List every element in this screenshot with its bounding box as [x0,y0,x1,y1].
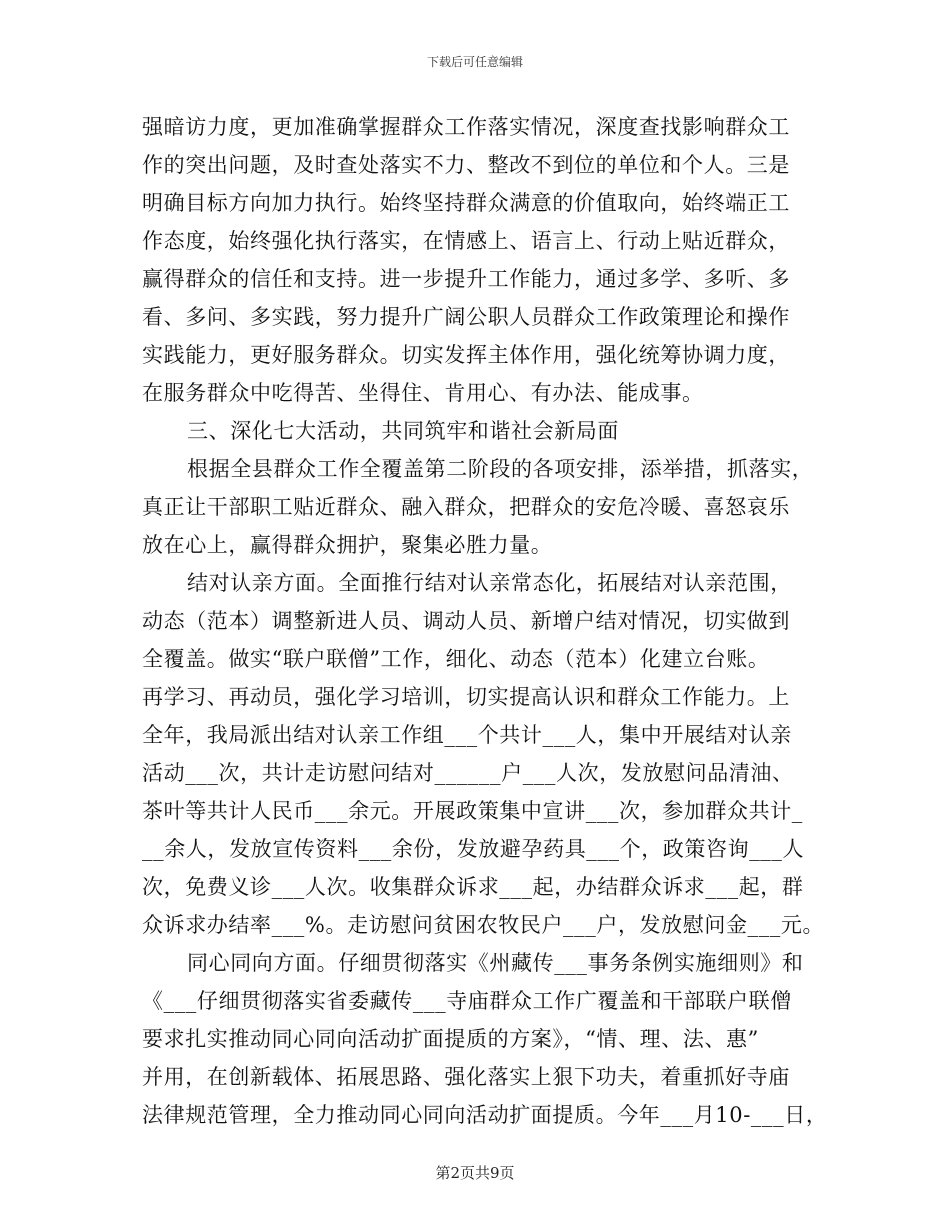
text-line: 在服务群众中吃得苦、坐得住、肯用心、有办法、能成事。 [142,381,704,405]
text-line: 看、多问、多实践，努力提升广阔公职人员群众工作政策理论和操作 [142,305,790,329]
text-line: 作态度，始终强化执行落实，在情感上、语言上、行动上贴近群众， [142,229,790,253]
text-line: 同心同向方面。仔细贯彻落实《州藏传___事务条例实施细则》和 [187,951,804,975]
text-line: 明确目标方向加力执行。始终坚持群众满意的价值取向，始终端正工 [142,191,790,215]
text-line: 活动___次，共计走访慰问结对______户___人次，发放慰问品清油、 [142,761,794,785]
text-line: 要求扎实推动同心同向活动扩面提质的方案》，“情、理、法、惠” [142,1027,759,1051]
text-line: 动态（范本）调整新进人员、调动人员、新增户结对情况，切实做到 [142,609,790,633]
text-line: 强暗访力度，更加准确掌握群众工作落实情况，深度查找影响群众工 [142,115,790,139]
body-text [142,108,828,1134]
text-line: 再学习、再动员，强化学习培训，切实提高认识和群众工作能力。上 [142,685,790,709]
text-line: 赢得群众的信任和支持。进一步提升工作能力，通过多学、多听、多 [142,267,790,291]
text-line: 次，免费义诊___人次。收集群众诉求___起，办结群众诉求___起，群 [142,875,804,899]
page-footer: 第2页共9页 [435,1164,515,1182]
text-line: 并用，在创新载体、拓展思路、强化落实上狠下功夫，着重抓好寺庙 [142,1065,790,1089]
text-line: 全年，我局派出结对认亲工作组___个共计___人，集中开展结对认亲 [142,723,792,747]
text-line: 《___仔细贯彻落实省委藏传___寺庙群众工作广覆盖和干部联户联僧 [142,989,792,1013]
text-line: 茶叶等共计人民币___余元。开展政策集中宣讲___次，参加群众共计_ [142,799,803,823]
text-line: 真正让干部职工贴近群众、融入群众，把群众的安危冷暖、喜怒哀乐 [142,495,790,519]
text-line: __余人，发放宣传资料___余份，发放避孕药具___个，政策咨询___人 [142,837,805,861]
page-header: 下载后可任意编辑 [426,55,523,69]
text-line: 根据全县群众工作全覆盖第二阶段的各项安排，添举措，抓落实， [187,457,814,481]
text-line: 放在心上，赢得群众拥护，聚集必胜力量。 [142,533,553,557]
text-line: 三、深化七大活动，共同筑牢和谐社会新局面 [187,419,619,443]
text-line: 全覆盖。做实“联户联僧”工作，细化、动态（范本）化建立台账。 [142,647,770,671]
text-line: 实践能力，更好服务群众。切实发挥主体作用，强化统筹协调力度， [142,343,790,367]
text-line: 结对认亲方面。全面推行结对认亲常态化，拓展结对认亲范围， [187,571,792,595]
text-line: 作的突出问题，及时查处落实不力、整改不到位的单位和个人。三是 [142,153,790,177]
text-line: 法律规范管理，全力推动同心同向活动扩面提质。今年___月10-___日， [142,1103,828,1127]
text-line: 众诉求办结率___%。走访慰问贫困农牧民户___户，发放慰问金___元。 [142,913,825,937]
